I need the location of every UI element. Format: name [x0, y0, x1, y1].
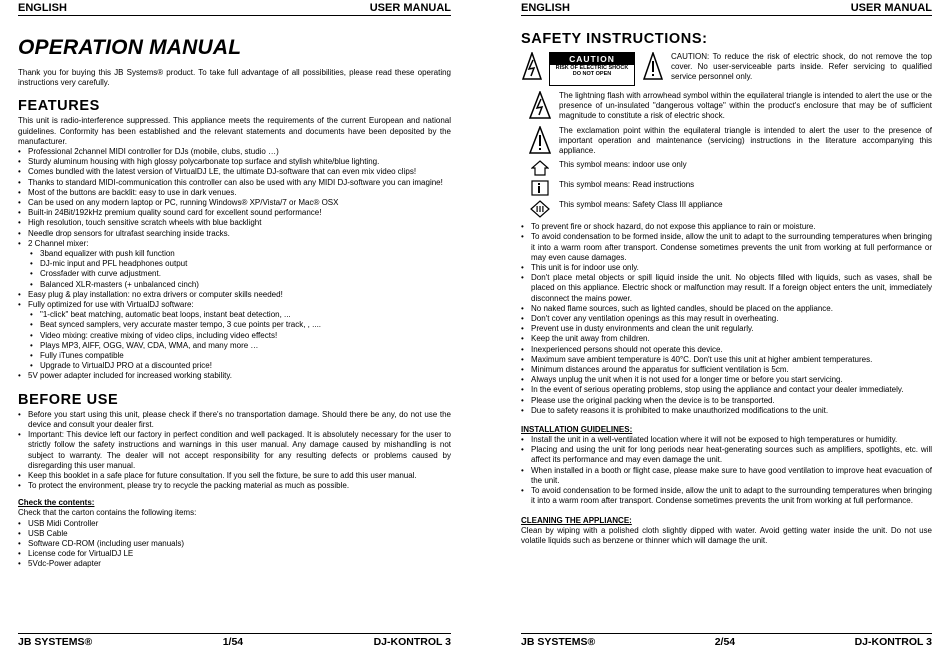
- features-heading: FEATURES: [18, 98, 100, 115]
- list-item: • To prevent fire or shock hazard, do not expose this appliance to rain or moisture.: [521, 222, 932, 232]
- installation-list: [521, 435, 932, 506]
- safety-heading: SAFETY INSTRUCTIONS:: [521, 31, 708, 47]
- list-item: • Comes bundled with the latest version of VirtualDJ LE, the ultimate DJ-software that can even mix video clips!: [18, 167, 451, 177]
- intro-paragraph: Thank you for buying this JB Systems® product. To take full advantage of all possibilities, please read these operating instructions very carefully.: [18, 68, 451, 88]
- page-right: [475, 0, 950, 654]
- cleaning-heading: CLEANING THE APPLIANCE:: [521, 515, 632, 525]
- list-item: • Prevent use in dusty environments and clean the unit regularly.: [521, 324, 932, 334]
- cleaning-text: Clean by wiping with a polished cloth slightly dipped with water. Avoid getting water inside the unit. Do not use volatile liquids such as benzene or thinner which will damage the unit.: [521, 525, 932, 545]
- caution-block: [521, 52, 932, 86]
- page-header: [521, 0, 932, 16]
- list-item: • Minimum distances around the apparatus for sufficient ventilation is 5cm.: [521, 365, 932, 375]
- header-language: ENGLISH: [521, 2, 570, 14]
- symbol-text: The exclamation point within the equilateral triangle is intended to alert the user to the presence of important operation and maintenance (servicing) instructions in the literature accompanying this appliance.: [559, 125, 932, 156]
- list-item: • Placing and using the unit for long periods near heat-generating sources such as amplifiers, spotlights, etc. will affect its performance and may even damage the unit.: [521, 445, 932, 465]
- list-item: • Due to safety reasons it is prohibited to make unauthorized modifications to the unit.: [521, 406, 932, 416]
- mixer-sublist: [18, 249, 451, 290]
- list-item: • Fully optimized for use with VirtualDJ software:: [18, 300, 451, 310]
- list-item: • Upgrade to VirtualDJ PRO at a discounted price!: [18, 361, 451, 371]
- exclamation-triangle-icon: [521, 126, 559, 154]
- list-item: • Important: This device left our factory in perfect condition and well packaged. It is absolutely necessary for the user to strictly follow the safety instructions and warnings in this user manual. Any damage caused by mishandling is not subject to warranty. The dealer will not accept responsibility for any resulting defects or problems caused by disregarding this user manual.: [18, 430, 451, 471]
- list-item: • Maximum save ambient temperature is 40°C. Don't use this unit at higher ambient temperatures.: [521, 355, 932, 365]
- installation-heading: INSTALLATION GUIDELINES:: [521, 425, 633, 435]
- list-item: • Don't cover any ventilation openings as this may result in overheating.: [521, 314, 932, 324]
- footer-brand: JB SYSTEMS®: [18, 636, 93, 648]
- list-item: • Software CD-ROM (including user manuals): [18, 539, 451, 549]
- caution-label: CAUTION: [550, 53, 634, 65]
- symbol-text: The lightning flash with arrowhead symbol within the equilateral triangle is intended to alert the use or the presence of un-insulated "dangerous voltage" within the product's enclosure that may be of sufficient magnitude to constitute a risk of electric shock.: [559, 91, 932, 121]
- list-item: • Can be used on any modern laptop or PC, running Windows® XP/Vista/7 or Mac® OSX: [18, 198, 451, 208]
- list-item: • 2 Channel mixer:: [18, 239, 451, 249]
- list-item: • Don't place metal objects or spill liquid inside the unit. No objects filled with liquids, such as vases, shall be placed on this appliance. Electric shock or malfunction may result. If a foreign object enters the unit, immediately disconnect the mains power.: [521, 273, 932, 304]
- list-item: • To avoid condensation to be formed inside, allow the unit to adapt to the surrounding temperatures when bringing it into a warm room after transport. Condense sometimes prevents the unit from working at full performance or may even cause damages.: [521, 232, 932, 263]
- footer-model: DJ-KONTROL 3: [373, 636, 451, 648]
- list-item: • Most of the buttons are backlit: easy to use in dark venues.: [18, 188, 451, 198]
- list-item: • 3band equalizer with push kill function: [18, 249, 451, 259]
- list-item: • High resolution, touch sensitive scratch wheels with blue backlight: [18, 218, 451, 228]
- features-intro: This unit is radio-interference suppressed. This appliance meets the requirements of the current European and national guidelines. Conformity has been established and the relevant statements and documents have been deposited by the manufacturer.: [18, 116, 451, 146]
- list-item: • Needle drop sensors for ultrafast searching inside tracks.: [18, 229, 451, 239]
- list-item: • Install the unit in a well-ventilated location where it will not be exposed to high temperatures or humidity.: [521, 435, 932, 445]
- contents-list: [18, 519, 451, 570]
- page-header: [18, 0, 451, 16]
- caution-box-line1: RISK OF ELECTRIC SHOCK: [555, 65, 629, 71]
- check-contents-heading: Check the contents:: [18, 498, 95, 508]
- list-item: • Keep the unit away from children.: [521, 334, 932, 344]
- list-item: • No naked flame sources, such as lighted candles, should be placed on the appliance.: [521, 304, 932, 314]
- list-item: • Plays MP3, AIFF, OGG, WAV, CDA, WMA, and many more …: [18, 341, 451, 351]
- list-item: • 5V power adapter included for increased working stability.: [18, 371, 451, 381]
- features-list-3: [18, 371, 451, 381]
- list-item: • In the event of serious operating problems, stop using the appliance and contact your dealer immediately.: [521, 385, 932, 395]
- features-list-2: [18, 290, 451, 310]
- list-item: • Professional 2channel MIDI controller for DJs (mobile, clubs, studio …): [18, 147, 451, 157]
- page-footer: [521, 633, 932, 648]
- symbol-text: This symbol means: indoor use only: [559, 160, 687, 170]
- list-item: • Keep this booklet in a safe place for future consultation. If you sell the fixture, be sure to add this user manual.: [18, 471, 451, 481]
- list-item: • Please use the original packing when the device is to be transported.: [521, 396, 932, 406]
- list-item: • DJ-mic input and PFL headphones output: [18, 259, 451, 269]
- list-item: • Video mixing: creative mixing of video clips, including video effects!: [18, 331, 451, 341]
- header-doc-type: USER MANUAL: [850, 2, 932, 14]
- lightning-triangle-icon: [521, 91, 559, 119]
- footer-brand: JB SYSTEMS®: [521, 636, 596, 648]
- header-language: ENGLISH: [18, 2, 67, 14]
- list-item: • Crossfader with curve adjustment.: [18, 269, 451, 279]
- footer-model: DJ-KONTROL 3: [854, 636, 932, 648]
- symbol-row: [521, 180, 932, 196]
- list-item: • Sturdy aluminum housing with high glossy polycarbonate top surface and stylish white/blue lighting.: [18, 157, 451, 167]
- list-item: • Before you start using this unit, please check if there's no transportation damage. Should there be any, do not use the device and consult your dealer first.: [18, 410, 451, 430]
- features-list: [18, 147, 451, 249]
- page-number: 2/54: [714, 636, 736, 648]
- before-use-list: [18, 410, 451, 492]
- list-item: • Thanks to standard MIDI-communication this controller can also be used with any MIDI DJ-software you can imagine!: [18, 178, 451, 188]
- caution-text: CAUTION: To reduce the risk of electric shock, do not remove the top cover. No user-serviceable parts inside. Refer servicing to qualified service personnel only.: [671, 52, 932, 82]
- virtualdj-sublist: [18, 310, 451, 371]
- symbol-row: [521, 200, 932, 218]
- list-item: • When installed in a booth or flight case, please make sure to have good ventilation to improve heat evacuation of the unit.: [521, 466, 932, 486]
- book-icon: [521, 180, 559, 196]
- caution-box-line2: DO NOT OPEN: [572, 71, 612, 77]
- page-title: OPERATION MANUAL: [18, 36, 242, 59]
- list-item: • Beat synced samplers, very accurate master tempo, 3 cue points per track, , ....: [18, 320, 451, 330]
- lightning-triangle-icon: [521, 52, 543, 80]
- safety-list: [521, 222, 932, 416]
- list-item: • Fully iTunes compatible: [18, 351, 451, 361]
- symbol-row: [521, 160, 932, 176]
- before-use-heading: BEFORE USE: [18, 391, 119, 408]
- header-doc-type: USER MANUAL: [369, 2, 451, 14]
- list-item: • USB Cable: [18, 529, 451, 539]
- list-item: • USB Midi Controller: [18, 519, 451, 529]
- page-number: 1/54: [222, 636, 244, 648]
- list-item: • Easy plug & play installation: no extra drivers or computer skills needed!: [18, 290, 451, 300]
- list-item: • Always unplug the unit when it is not used for a longer time or before you start servicing.: [521, 375, 932, 385]
- list-item: • To protect the environment, please try to recycle the packing material as much as possible.: [18, 481, 451, 491]
- exclamation-triangle-icon: [641, 52, 665, 80]
- symbol-row: [521, 126, 932, 157]
- list-item: • To avoid condensation to be formed inside, allow the unit to adapt to the surrounding temperatures when bringing it into a warm room after transport. Condense sometimes prevents the unit from working at full performance.: [521, 486, 932, 506]
- house-icon: [521, 160, 559, 176]
- symbol-text: This symbol means: Safety Class III appliance: [559, 200, 723, 210]
- symbol-row: [521, 91, 932, 122]
- list-item: • 5Vdc-Power adapter: [18, 559, 451, 569]
- list-item: • Inexperienced persons should not operate this device.: [521, 345, 932, 355]
- check-contents-intro: Check that the carton contains the following items:: [18, 508, 197, 518]
- list-item: • Built-in 24Bit/192kHz premium quality sound card for excellent sound performance!: [18, 208, 451, 218]
- list-item: • License code for VirtualDJ LE: [18, 549, 451, 559]
- list-item: • "1-click" beat matching, automatic beat loops, instant beat detection, ...: [18, 310, 451, 320]
- page-footer: [18, 633, 451, 648]
- symbol-text: This symbol means: Read instructions: [559, 180, 695, 190]
- list-item: • This unit is for indoor use only.: [521, 263, 932, 273]
- list-item: • Balanced XLR-masters (+ unbalanced cinch): [18, 280, 451, 290]
- class-three-icon: [521, 200, 559, 218]
- caution-label-box: [549, 52, 635, 86]
